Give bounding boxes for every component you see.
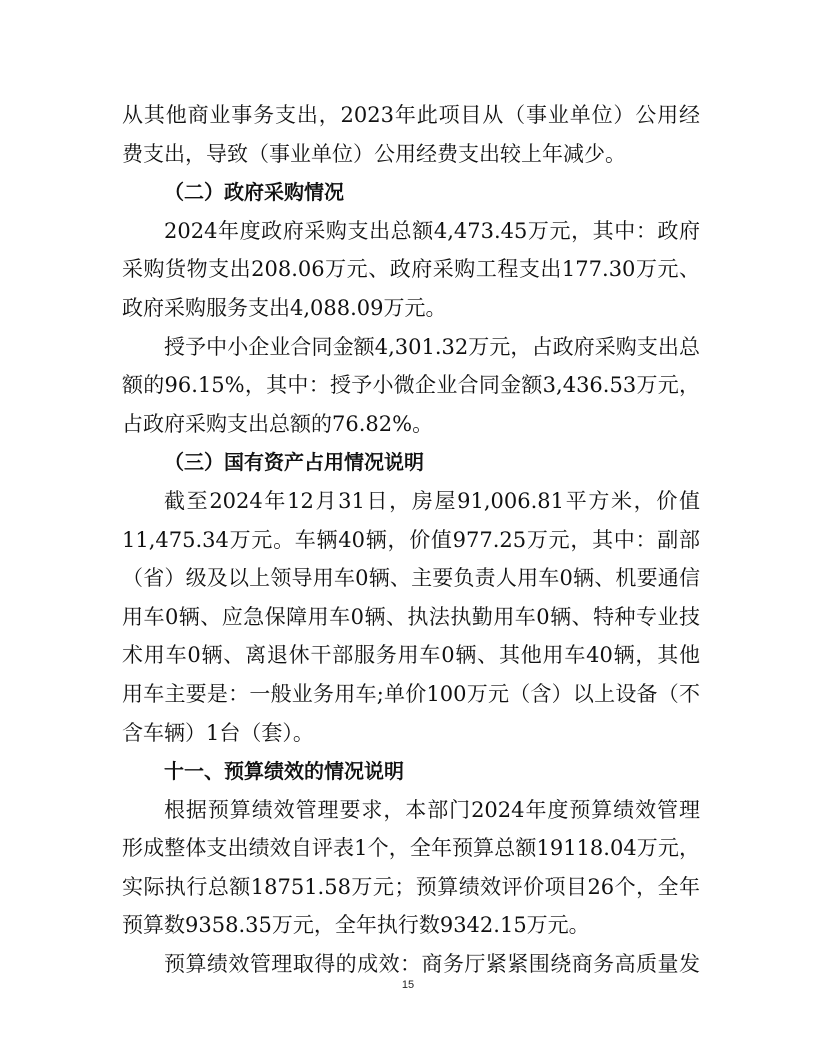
paragraph-business-expense-note: 从其他商业事务支出，2023年此项目从（事业单位）公用经费支出，导致（事业单位）公用经费支出较上年减少。 xyxy=(122,103,700,166)
heading-state-assets: （三）国有资产占用情况说明 xyxy=(164,450,424,475)
paragraph-procurement-total: 2024年度政府采购支出总额4,473.45万元，其中：政府采购货物支出208.06万元、政府采购工程支出177.30万元、政府采购服务支出4,088.09万元。 xyxy=(122,218,700,320)
paragraph-sme-contracts: 授予中小企业合同金额4,301.32万元，占政府采购支出总额的96.15%，其中：授予小微企业合同金额3,436.53万元，占政府采购支出总额的76.82%。 xyxy=(122,334,700,436)
paragraph-performance-evaluation: 根据预算绩效管理要求，本部门2024年度预算绩效管理形成整体支出绩效自评表1个，全年预算总额19118.04万元，实际执行总额18751.58万元；预算绩效评价项目26个，全年预算数9358.35万元，全年执行数9342.15万元。 xyxy=(122,797,700,938)
page-body xyxy=(122,96,700,984)
paragraph-assets-vehicles: 截至2024年12月31日，房屋91,006.81平方米，价值11,475.34万元。车辆40辆，价值977.25万元，其中：副部（省）级及以上领导用车0辆、主要负责人用车0辆、机要通信用车0辆、应急保障用车0辆、执法执勤用车0辆、特种专业技术用车0辆、离退休干部服务用车0辆、其他用车40辆，其他用车主要是：一般业务用车;单价100万元（含）以上设备（不含车辆）1台（套）。 xyxy=(122,488,700,745)
page-number: 15 xyxy=(401,979,415,991)
paragraph-performance-results: 预算绩效管理取得的成效：商务厅紧紧围绕商务高质量发 xyxy=(164,952,700,977)
heading-government-procurement: （二）政府采购情况 xyxy=(164,180,344,205)
heading-budget-performance: 十一、预算绩效的情况说明 xyxy=(164,759,404,784)
